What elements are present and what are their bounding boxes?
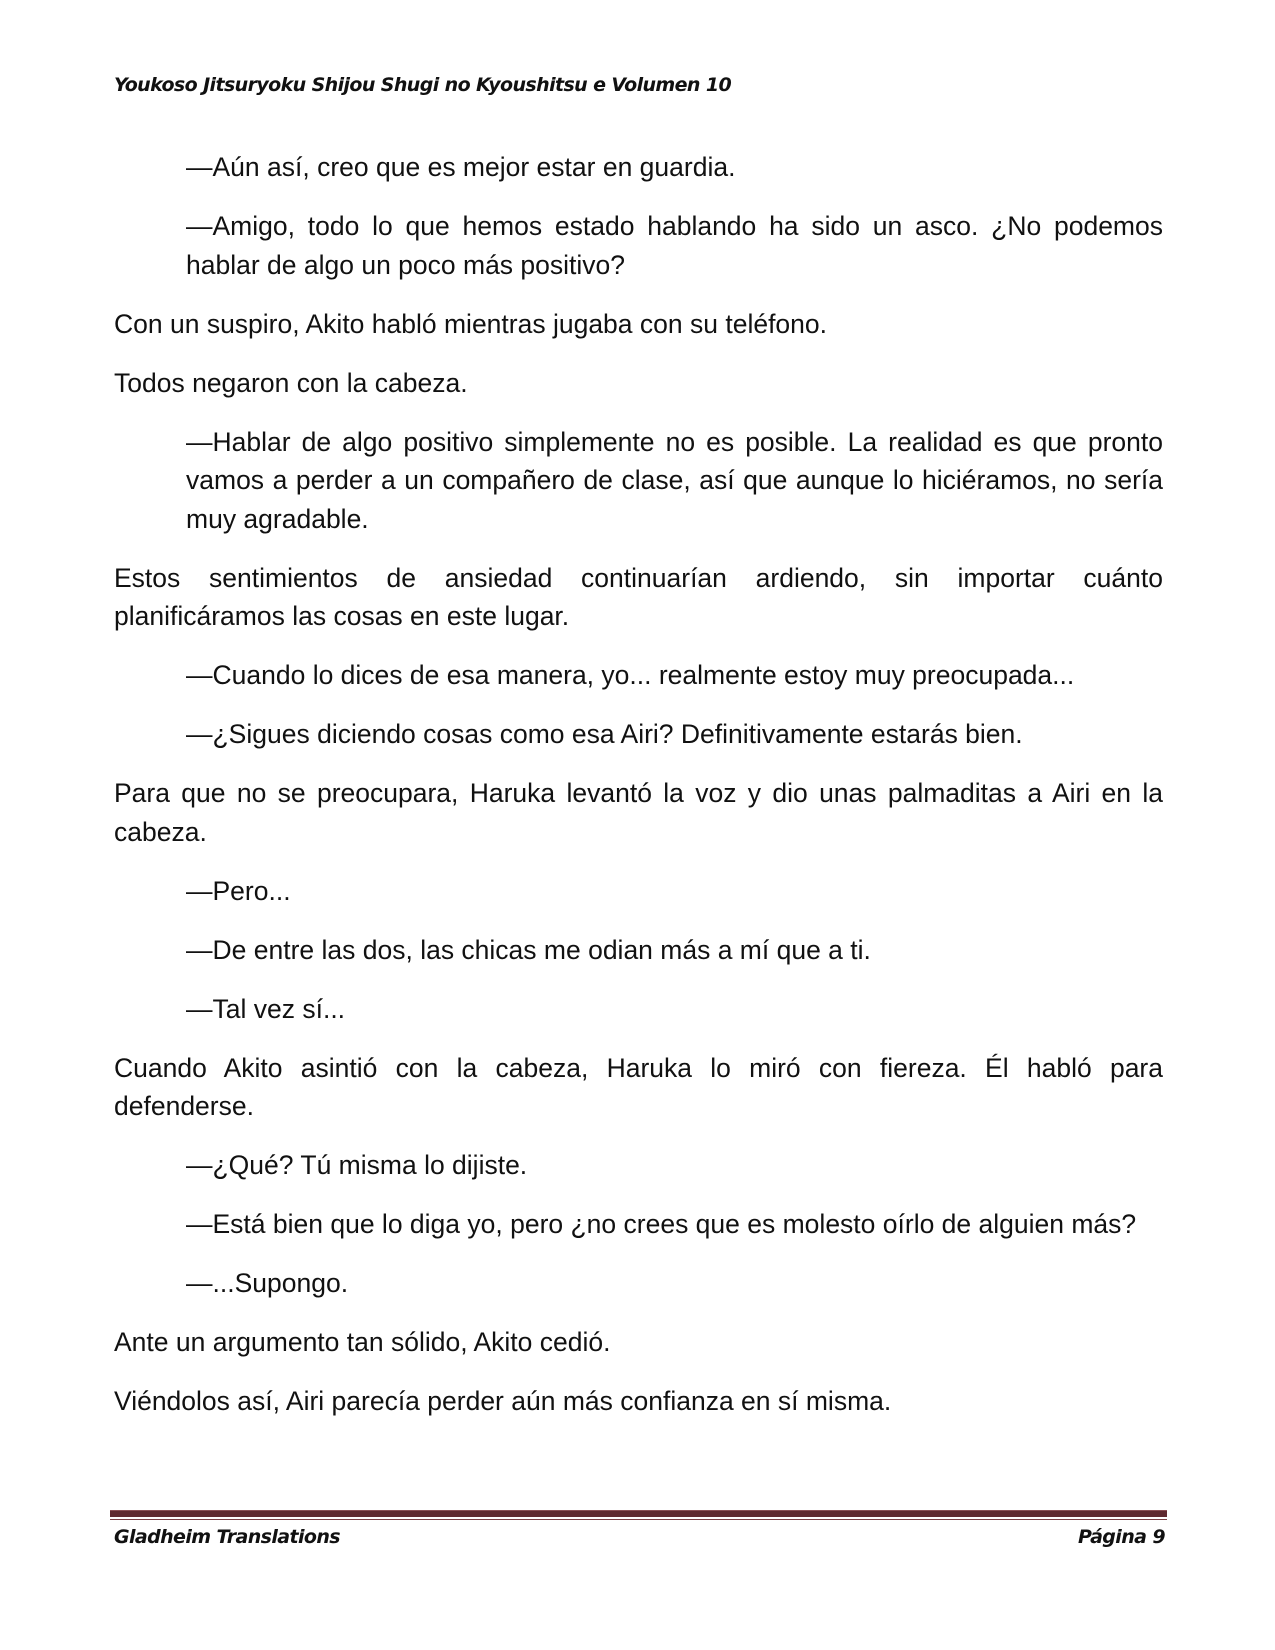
narration-paragraph: Para que no se preocupara, Haruka levantó la voz y dio unas palmaditas a Airi en la cabeza. bbox=[114, 778, 1163, 847]
footer-rule-thin bbox=[110, 1519, 1167, 1520]
narration-paragraph: Cuando Akito asintió con la cabeza, Haruka lo miró con fiereza. Él habló para defenderse. bbox=[114, 1052, 1163, 1121]
narration-paragraph: Estos sentimientos de ansiedad continuarían ardiendo, sin importar cuánto planificáramos las cosas en este lugar. bbox=[114, 562, 1163, 631]
dialogue-paragraph: —Cuando lo dices de esa manera, yo... realmente estoy muy preocupada... bbox=[186, 660, 1075, 690]
dialogue-paragraph: —Hablar de algo positivo simplemente no es posible. La realidad es que pronto vamos a perder a un compañero de clase, así que aunque lo hiciéramos, no sería muy agradable. bbox=[186, 426, 1163, 534]
dialogue-paragraph: —Pero... bbox=[186, 875, 291, 906]
dialogue-paragraph: —¿Qué? Tú misma lo dijiste. bbox=[186, 1150, 528, 1180]
dialogue-paragraph: —Amigo, todo lo que hemos estado hablando ha sido un asco. ¿No podemos hablar de algo un poco más positivo? bbox=[186, 211, 1163, 280]
footer-rule bbox=[110, 1510, 1167, 1517]
dialogue-paragraph: —De entre las dos, las chicas me odian más a mí que a ti. bbox=[186, 934, 871, 965]
running-header: Youkoso Jitsuryoku Shijou Shugi no Kyoushitsu e Volumen 10 bbox=[114, 74, 732, 96]
dialogue-paragraph: —Aún así, creo que es mejor estar en guardia. bbox=[186, 152, 736, 182]
dialogue-paragraph: —Tal vez sí... bbox=[186, 993, 346, 1024]
dialogue-paragraph: —¿Sigues diciendo cosas como esa Airi? Definitivamente estarás bien. bbox=[186, 719, 1023, 749]
narration-paragraph: Con un suspiro, Akito habló mientras jugaba con su teléfono. bbox=[114, 308, 828, 339]
page-body bbox=[114, 148, 1163, 1441]
footer-publisher: Gladheim Translations bbox=[114, 1526, 340, 1548]
page-number: Página 9 bbox=[1077, 1526, 1165, 1548]
dialogue-paragraph: —...Supongo. bbox=[186, 1268, 349, 1298]
dialogue-paragraph: —Está bien que lo diga yo, pero ¿no crees que es molesto oírlo de alguien más? bbox=[186, 1209, 1137, 1239]
narration-paragraph: Viéndolos así, Airi parecía perder aún más confianza en sí misma. bbox=[114, 1386, 892, 1416]
narration-paragraph: Todos negaron con la cabeza. bbox=[114, 367, 468, 398]
narration-paragraph: Ante un argumento tan sólido, Akito cedió. bbox=[114, 1327, 611, 1357]
